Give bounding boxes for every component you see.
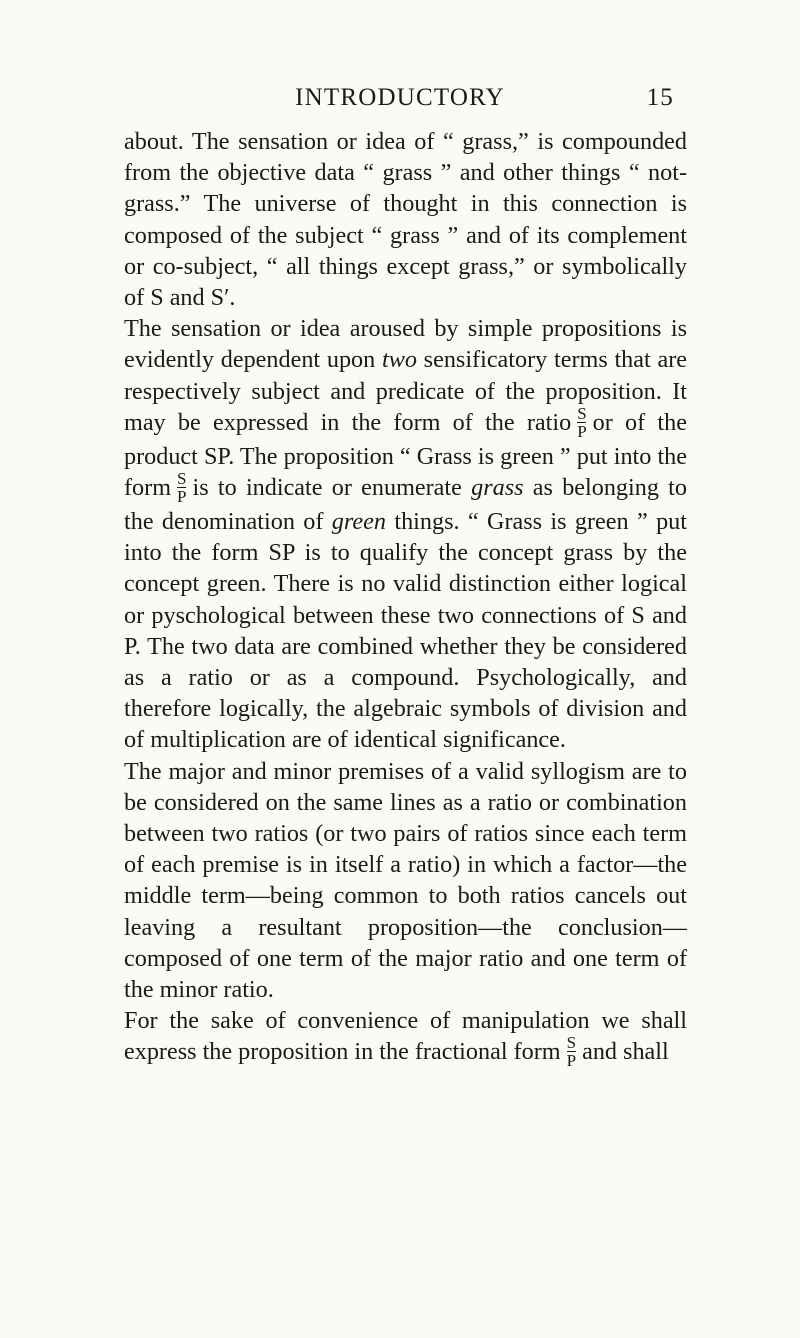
body-text xyxy=(124,126,687,1070)
paragraph-2-text-e: as belonging to the denomination of xyxy=(124,473,687,535)
paragraph-2-text-c: or of the product SP. The proposition “ Grass is green ” put into the form xyxy=(124,408,687,501)
fraction-2-denominator: P xyxy=(177,486,187,506)
fraction-2-numerator: S xyxy=(177,468,187,488)
running-head xyxy=(0,76,800,116)
running-title: INTRODUCTORY xyxy=(295,84,505,111)
fraction-s-over-p-2 xyxy=(177,468,187,506)
paragraph-2 xyxy=(124,313,687,755)
paragraph-2-emphasis-two: two xyxy=(381,346,417,374)
fraction-s-over-p-3 xyxy=(566,1033,577,1071)
paragraph-1-text: about. The sensation or idea of “ grass,” is compounded from the objective data “ grass ” and other things “ not-grass.” The universe of thought in this connection is composed of the subject “ grass ” and of its complement or co-subject, “ all things except grass,” or symbolically of S and S′. xyxy=(124,128,687,312)
fraction-1-numerator: S xyxy=(577,403,587,423)
fraction-s-over-p-1 xyxy=(577,403,587,441)
paragraph-2-text-b: sensificatory terms that are respectively subject and predicate of the proposition. It may be expressed in the form of the ratio xyxy=(124,346,687,436)
paragraph-2-emphasis-grass: grass xyxy=(471,473,524,501)
paragraph-2-text-d: is to indicate or enumerate xyxy=(192,473,472,501)
paragraph-4-text-b: and shall xyxy=(582,1038,669,1066)
fraction-1-denominator: P xyxy=(577,421,587,441)
paragraph-4-text-a: For the sake of convenience of manipulation we shall express the proposition in the fractional form xyxy=(124,1007,687,1066)
paragraph-2-text-a: The sensation or idea aroused by simple propositions is evidently dependent upon xyxy=(124,315,687,374)
paragraph-3 xyxy=(124,756,687,1006)
page-number: 15 xyxy=(646,84,674,111)
paragraph-2-emphasis-green: green xyxy=(331,507,386,535)
paragraph-4 xyxy=(124,1005,687,1070)
paragraph-3-text: The major and minor premises of a valid syllogism are to be considered on the same lines as a ratio or combination between two ratios (or two pairs of ratios since each term of each premise is in itself a ratio) in which a factor—the middle term—being common to both ratios cancels out leaving a resultant proposition—the conclusion—composed of one term of the major ratio and one term of the minor ratio. xyxy=(124,757,687,1003)
fraction-3-denominator: P xyxy=(566,1051,577,1071)
paragraph-2-text-f: things. “ Grass is green ” put into the form SP is to qualify the concept grass by the concept green. There is no valid distinction either logical or pyschological between these two connections of S and P. The two data are combined whether they be considered as a ratio or as a compound. Psychologically, and therefore logically, the algebraic symbols of division and of multiplication are of identical significance. xyxy=(124,507,687,754)
fraction-3-numerator: S xyxy=(566,1033,577,1053)
paragraph-1 xyxy=(124,126,687,313)
